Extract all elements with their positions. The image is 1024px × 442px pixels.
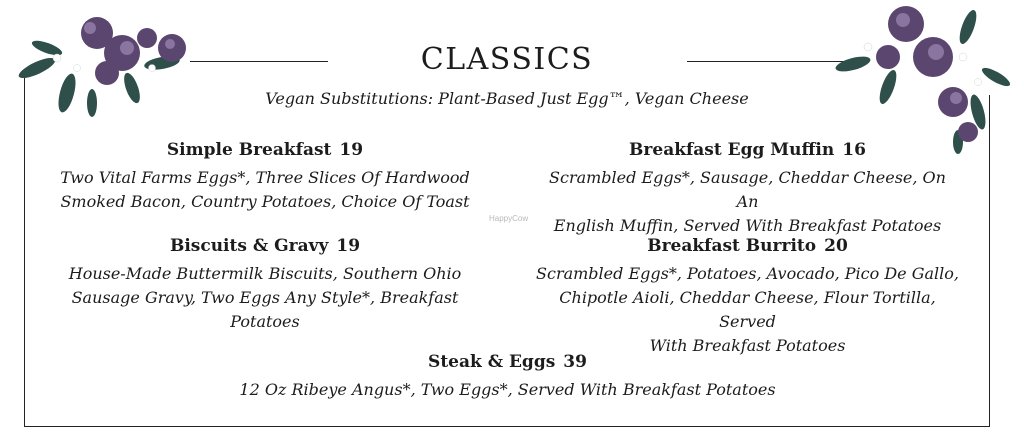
menu-item-breakfast-egg-muffin: [540, 138, 955, 238]
menu-item-breakfast-burrito: [535, 234, 960, 358]
menu-item-description: [535, 262, 960, 358]
menu-item-price: 16: [842, 140, 866, 160]
menu-item-price: 39: [563, 352, 587, 372]
description-line: English Muffin, Served With Breakfast Potatoes: [553, 216, 942, 235]
menu-item-title: [535, 234, 960, 262]
frame-left-border: [24, 70, 25, 427]
menu-item-steak-and-eggs: [200, 350, 815, 402]
description-line: House-Made Buttermilk Biscuits, Southern Ohio: [68, 264, 462, 283]
menu-item-title: [60, 138, 470, 166]
description-line: Smoked Bacon, Country Potatoes, Choice Of Toast: [60, 192, 470, 211]
menu-item-description: [50, 262, 480, 334]
description-line: Two Vital Farms Eggs*, Three Slices Of Hardwood: [60, 168, 470, 187]
menu-item-price: 20: [824, 236, 848, 256]
menu-item-name: Breakfast Burrito: [647, 236, 817, 256]
flower-decoration-right-icon: [828, 2, 1018, 154]
vegan-substitutions-note: Vegan Substitutions: Plant-Based Just Egg™, Vegan Cheese: [265, 89, 749, 108]
happycow-watermark: HappyCow: [489, 214, 529, 223]
frame-bottom-border: [24, 426, 990, 427]
menu-item-title: [50, 234, 480, 262]
description-line: Scrambled Eggs*, Sausage, Cheddar Cheese, On An: [549, 168, 946, 211]
menu-item-price: 19: [339, 140, 364, 160]
description-line: With Breakfast Potatoes: [649, 336, 846, 355]
description-line: Scrambled Eggs*, Potatoes, Avocado, Pico De Gallo,: [536, 264, 959, 283]
description-line: Chipotle Aioli, Cheddar Cheese, Flour Tortilla, Served: [559, 288, 936, 331]
menu-item-description: [200, 378, 815, 402]
menu-item-simple-breakfast: [60, 138, 470, 214]
menu-item-name: Simple Breakfast: [166, 140, 332, 160]
menu-item-name: Biscuits & Gravy: [169, 236, 329, 256]
menu-item-title: [540, 138, 955, 166]
menu-item-description: [540, 166, 955, 238]
menu-item-price: 19: [336, 236, 361, 256]
description-line: 12 Oz Ribeye Angus*, Two Eggs*, Served With Breakfast Potatoes: [239, 380, 776, 399]
menu-item-name: Steak & Eggs: [428, 352, 556, 372]
section-title: CLASSICS: [420, 42, 594, 77]
description-line: Sausage Gravy, Two Eggs Any Style*, Breakfast Potatoes: [71, 288, 459, 331]
menu-item-title: [200, 350, 815, 378]
menu-item-description: [60, 166, 470, 214]
menu-item-biscuits-and-gravy: [50, 234, 480, 334]
menu-item-name: Breakfast Egg Muffin: [629, 140, 835, 160]
